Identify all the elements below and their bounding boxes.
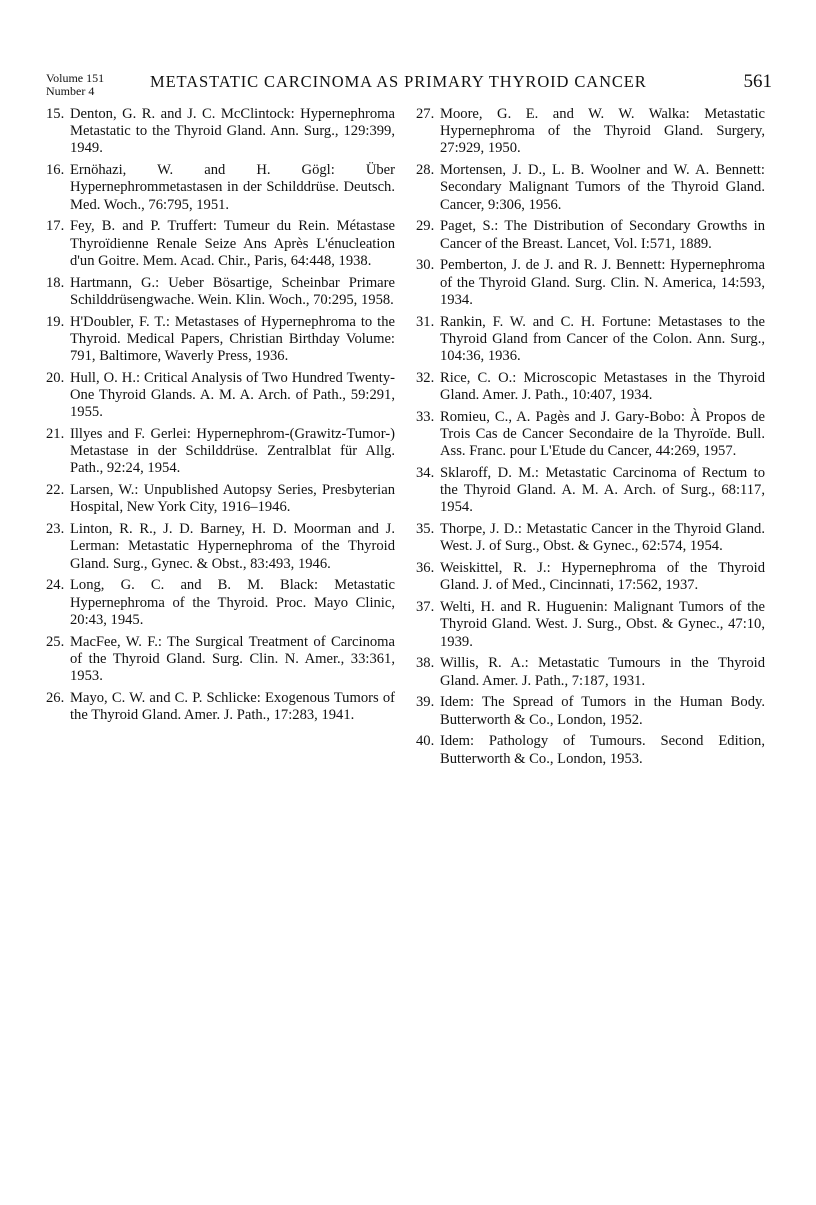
reference-text: Ernöhazi, W. and H. Gögl: Über Hypernephrommetastasen in der Schilddrüse. Deutsch. Med. Woch., 76:795, 1951. [70, 162, 395, 213]
reference-number: 39. [416, 694, 435, 711]
reference-text: Linton, R. R., J. D. Barney, H. D. Moorman and J. Lerman: Metastatic Hypernephroma of the Thyroid Gland. Surg., Gynec. & Obst., 83:493, 1946. [70, 521, 395, 572]
reference-text: Welti, H. and R. Huguenin: Malignant Tumors of the Thyroid Gland. West. J. Surg., Obst. & Gynec., 47:10, 1939. [440, 599, 765, 650]
reference-number: 37. [416, 599, 435, 616]
reference-text: Mortensen, J. D., L. B. Woolner and W. A. Bennett: Secondary Malignant Tumors of the Thyroid Gland. Cancer, 9:306, 1956. [440, 162, 765, 213]
reference-item [416, 465, 765, 517]
reference-number: 19. [46, 313, 65, 330]
reference-text: Illyes and F. Gerlei: Hypernephrom-(Grawitz-Tumor-) Metastase in der Schilddrüse. Zentralblat für Allg. Path., 92:24, 1954. [70, 426, 395, 477]
reference-text: Thorpe, J. D.: Metastatic Cancer in the Thyroid Gland. West. J. of Surg., Obst. & Gynec., 62:574, 1954. [440, 521, 765, 555]
reference-number: 38. [416, 655, 435, 672]
reference-text: Idem: The Spread of Tumors in the Human Body. Butterworth & Co., London, 1952. [440, 694, 765, 728]
reference-item [46, 690, 395, 724]
reference-item [46, 482, 395, 516]
reference-number: 28. [416, 162, 435, 179]
reference-item [416, 106, 765, 158]
reference-item [416, 257, 765, 309]
reference-item [46, 162, 395, 214]
reference-item [416, 733, 765, 767]
reference-number: 33. [416, 408, 435, 425]
reference-number: 21. [46, 426, 65, 443]
reference-item [416, 218, 765, 252]
reference-number: 23. [46, 521, 65, 538]
volume-label: Volume 151 [46, 71, 105, 85]
reference-text: Sklaroff, D. M.: Metastatic Carcinoma of Rectum to the Thyroid Gland. A. M. A. Arch. of Surg., 68:117, 1954. [440, 465, 765, 516]
reference-text: Rice, C. O.: Microscopic Metastases in the Thyroid Gland. Amer. J. Path., 10:407, 1934. [440, 369, 765, 404]
references-left-column [46, 106, 395, 729]
reference-text: Hartmann, G.: Ueber Bösartige, Scheinbar Primare Schilddrüsengwache. Wein. Klin. Woch., 70:295, 1958. [70, 274, 395, 308]
reference-number: 17. [46, 218, 65, 235]
reference-number: 20. [46, 369, 65, 386]
running-header [46, 70, 772, 104]
page-number: 561 [743, 71, 772, 92]
reference-item [416, 162, 765, 214]
reference-text: Fey, B. and P. Truffert: Tumeur du Rein. Métastase Thyroïdienne Renale Seize Ans Après L'énucleation d'un Goitre. Mem. Acad. Chir., Paris, 64:448, 1938. [70, 218, 395, 269]
reference-number: 18. [46, 274, 65, 291]
reference-item [46, 106, 395, 158]
number-label: Number 4 [46, 84, 95, 98]
reference-text: Romieu, C., A. Pagès and J. Gary-Bobo: À Propos de Trois Cas de Cancer Secondaire de la Thyroïde. Bull. Ass. Franc. pour L'Etude du Cancer, 44:269, 1957. [440, 408, 765, 460]
reference-text: Larsen, W.: Unpublished Autopsy Series, Presbyterian Hospital, New York City, 1916–1946. [70, 482, 395, 516]
reference-item [46, 275, 395, 309]
reference-item [416, 409, 765, 461]
volume-issue [46, 72, 104, 98]
reference-number: 27. [416, 106, 435, 122]
reference-number: 32. [416, 369, 435, 386]
reference-item [416, 560, 765, 594]
reference-item [416, 655, 765, 689]
reference-number: 30. [416, 257, 435, 274]
reference-number: 15. [46, 106, 65, 122]
reference-number: 40. [416, 733, 435, 750]
reference-number: 36. [416, 560, 435, 577]
reference-item [416, 694, 765, 728]
reference-text: Long, G. C. and B. M. Black: Metastatic Hypernephroma of the Thyroid. Proc. Mayo Clinic, 20:43, 1945. [70, 577, 395, 628]
reference-text: Hull, O. H.: Critical Analysis of Two Hundred Twenty-One Thyroid Glands. A. M. A. Arch. of Path., 59:291, 1955. [70, 369, 395, 421]
reference-number: 16. [46, 162, 65, 179]
reference-number: 25. [46, 633, 65, 650]
reference-text: Rankin, F. W. and C. H. Fortune: Metastases to the Thyroid Gland from Cancer of the Colon. Ann. Surg., 104:36, 1936. [440, 313, 765, 365]
reference-text: Weiskittel, R. J.: Hypernephroma of the Thyroid Gland. J. of Med., Cincinnati, 17:562, 1937. [440, 560, 765, 594]
reference-item [416, 314, 765, 366]
reference-text: Mayo, C. W. and C. P. Schlicke: Exogenous Tumors of the Thyroid Gland. Amer. J. Path., 17:283, 1941. [70, 689, 395, 724]
reference-item [46, 577, 395, 629]
reference-number: 35. [416, 521, 435, 538]
reference-item [46, 634, 395, 686]
reference-item [416, 599, 765, 651]
reference-number: 26. [46, 689, 65, 706]
reference-text: Idem: Pathology of Tumours. Second Edition, Butterworth & Co., London, 1953. [440, 733, 765, 767]
reference-text: Moore, G. E. and W. W. Walka: Metastatic Hypernephroma of the Thyroid Gland. Surgery, 27:929, 1950. [440, 106, 765, 157]
reference-text: H'Doubler, F. T.: Metastases of Hypernephroma to the Thyroid. Medical Papers, Christian Birthday Volume: 791, Baltimore, Waverly Press, 1936. [70, 313, 395, 365]
reference-number: 34. [416, 465, 435, 482]
reference-number: 24. [46, 577, 65, 594]
reference-item [46, 370, 395, 422]
reference-text: MacFee, W. F.: The Surgical Treatment of Carcinoma of the Thyroid Gland. Surg. Clin. N. Amer., 33:361, 1953. [70, 633, 395, 685]
reference-number: 29. [416, 218, 435, 235]
running-title: METASTATIC CARCINOMA AS PRIMARY THYROID CANCER [150, 72, 647, 91]
reference-number: 22. [46, 482, 65, 499]
references-right-column [416, 106, 765, 772]
reference-text: Denton, G. R. and J. C. McClintock: Hypernephroma Metastatic to the Thyroid Gland. Ann. Surg., 129:399, 1949. [70, 106, 395, 157]
reference-item [416, 521, 765, 555]
reference-item [46, 426, 395, 478]
reference-item [416, 370, 765, 404]
reference-text: Paget, S.: The Distribution of Secondary Growths in Cancer of the Breast. Lancet, Vol. I:571, 1889. [440, 218, 765, 252]
reference-text: Pemberton, J. de J. and R. J. Bennett: Hypernephroma of the Thyroid Gland. Surg. Clin. N. America, 14:593, 1934. [440, 257, 765, 308]
reference-text: Willis, R. A.: Metastatic Tumours in the Thyroid Gland. Amer. J. Path., 7:187, 1931. [440, 655, 765, 689]
reference-number: 31. [416, 313, 435, 330]
reference-item [46, 521, 395, 573]
reference-item [46, 314, 395, 366]
reference-item [46, 218, 395, 270]
